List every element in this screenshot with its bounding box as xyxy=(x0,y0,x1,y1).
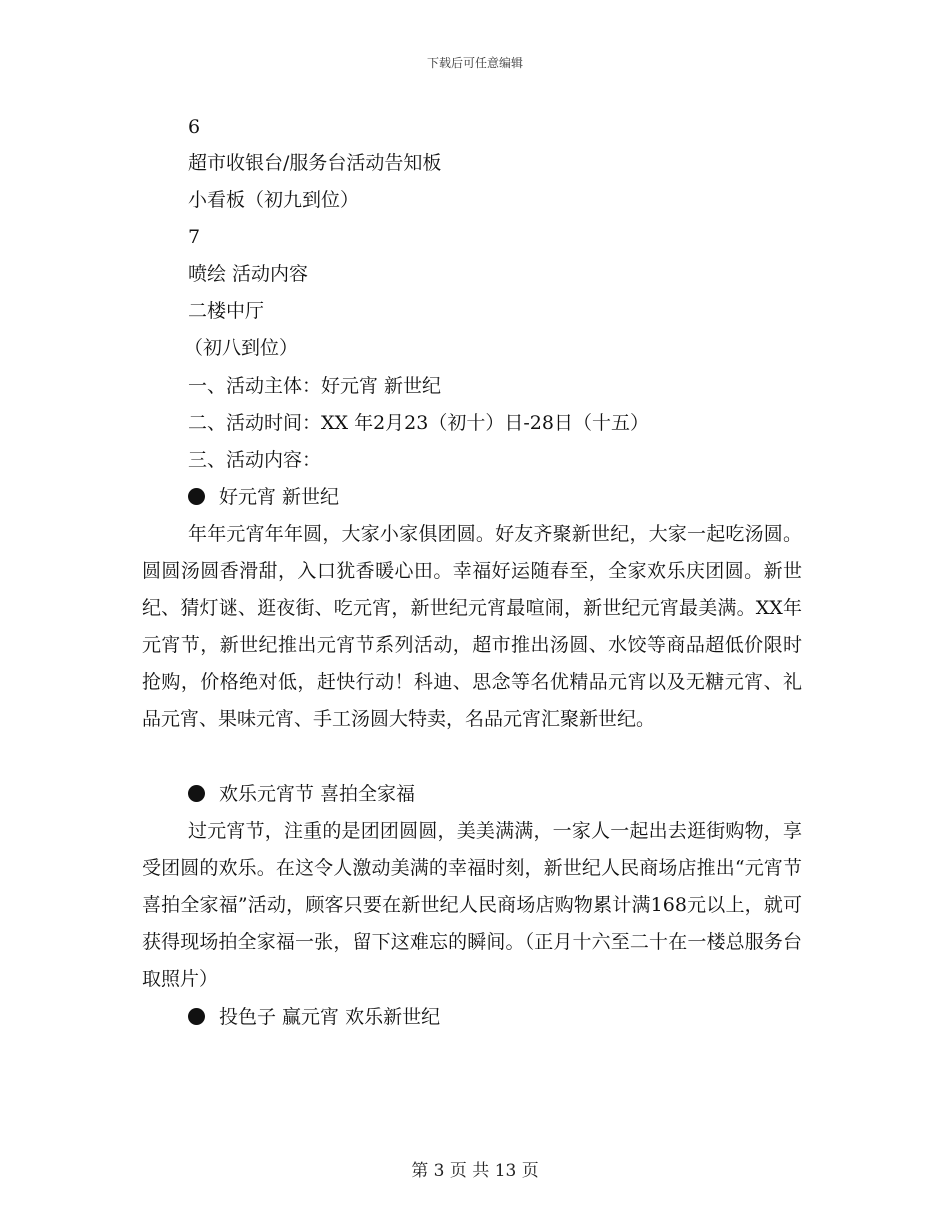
item-second-floor: 二楼中厅 xyxy=(188,300,265,322)
bullet-item-1-text: 好元宵 新世纪 xyxy=(219,486,340,508)
bullet-item-1 xyxy=(188,485,339,509)
paragraph-1: 年年元宵年年圆，大家小家俱团圆。好友齐聚新世纪，大家一起吃汤圆。圆圆汤圆香滑甜，入口犹香暖心田。幸福好运随春至，全家欢乐庆团圆。新世纪、猜灯谜、逛夜街、吃元宵，新世纪元宵最喧闹，新世纪元宵最美满。XX年元宵节，新世纪推出元宵节系列活动，超市推出汤圆、水饺等商品超低价限时抢购，价格绝对低，赶快行动！科迪、思念等名优精品元宵以及无糖元宵、礼品元宵、果味元宵、手工汤圆大特卖，名品元宵汇聚新世纪。 xyxy=(142,523,802,730)
page-footer: 第 3 页 共 13 页 xyxy=(411,1161,539,1181)
heading-activity-theme: 一、活动主体：好元宵 新世纪 xyxy=(188,375,442,397)
bullet-dot-icon xyxy=(188,1008,205,1025)
bullet-item-3-text: 投色子 赢元宵 欢乐新世纪 xyxy=(219,1006,441,1028)
item-spray-paint: 喷绘 活动内容 xyxy=(188,263,309,285)
list-number-6: 6 xyxy=(188,116,201,138)
bullet-dot-icon xyxy=(188,785,205,802)
heading-activity-time: 二、活动时间：XX 年2月23（初十）日-28日（十五） xyxy=(188,412,649,434)
item-small-board: 小看板（初九到位） xyxy=(188,189,360,211)
list-number-7: 7 xyxy=(188,226,201,248)
item-eighth-day: （初八到位） xyxy=(184,337,299,359)
paragraph-2: 过元宵节，注重的是团团圆圆，美美满满，一家人一起出去逛街购物，享受团圆的欢乐。在这令人激动美满的幸福时刻，新世纪人民商场店推出“元宵节喜拍全家福”活动，顾客只要在新世纪人民商场店购物累计满168元以上，就可获得现场拍全家福一张，留下这难忘的瞬间。（正月十六至二十在一楼总服务台取照片） xyxy=(142,820,802,990)
bullet-item-2 xyxy=(188,782,415,806)
bullet-item-2-text: 欢乐元宵节 喜拍全家福 xyxy=(219,783,416,805)
bullet-dot-icon xyxy=(188,488,205,505)
item-cashier-board: 超市收银台/服务台活动告知板 xyxy=(188,152,442,174)
heading-activity-content: 三、活动内容： xyxy=(188,449,322,471)
page-header: 下载后可任意编辑 xyxy=(426,56,523,70)
bullet-item-3 xyxy=(188,1005,440,1029)
